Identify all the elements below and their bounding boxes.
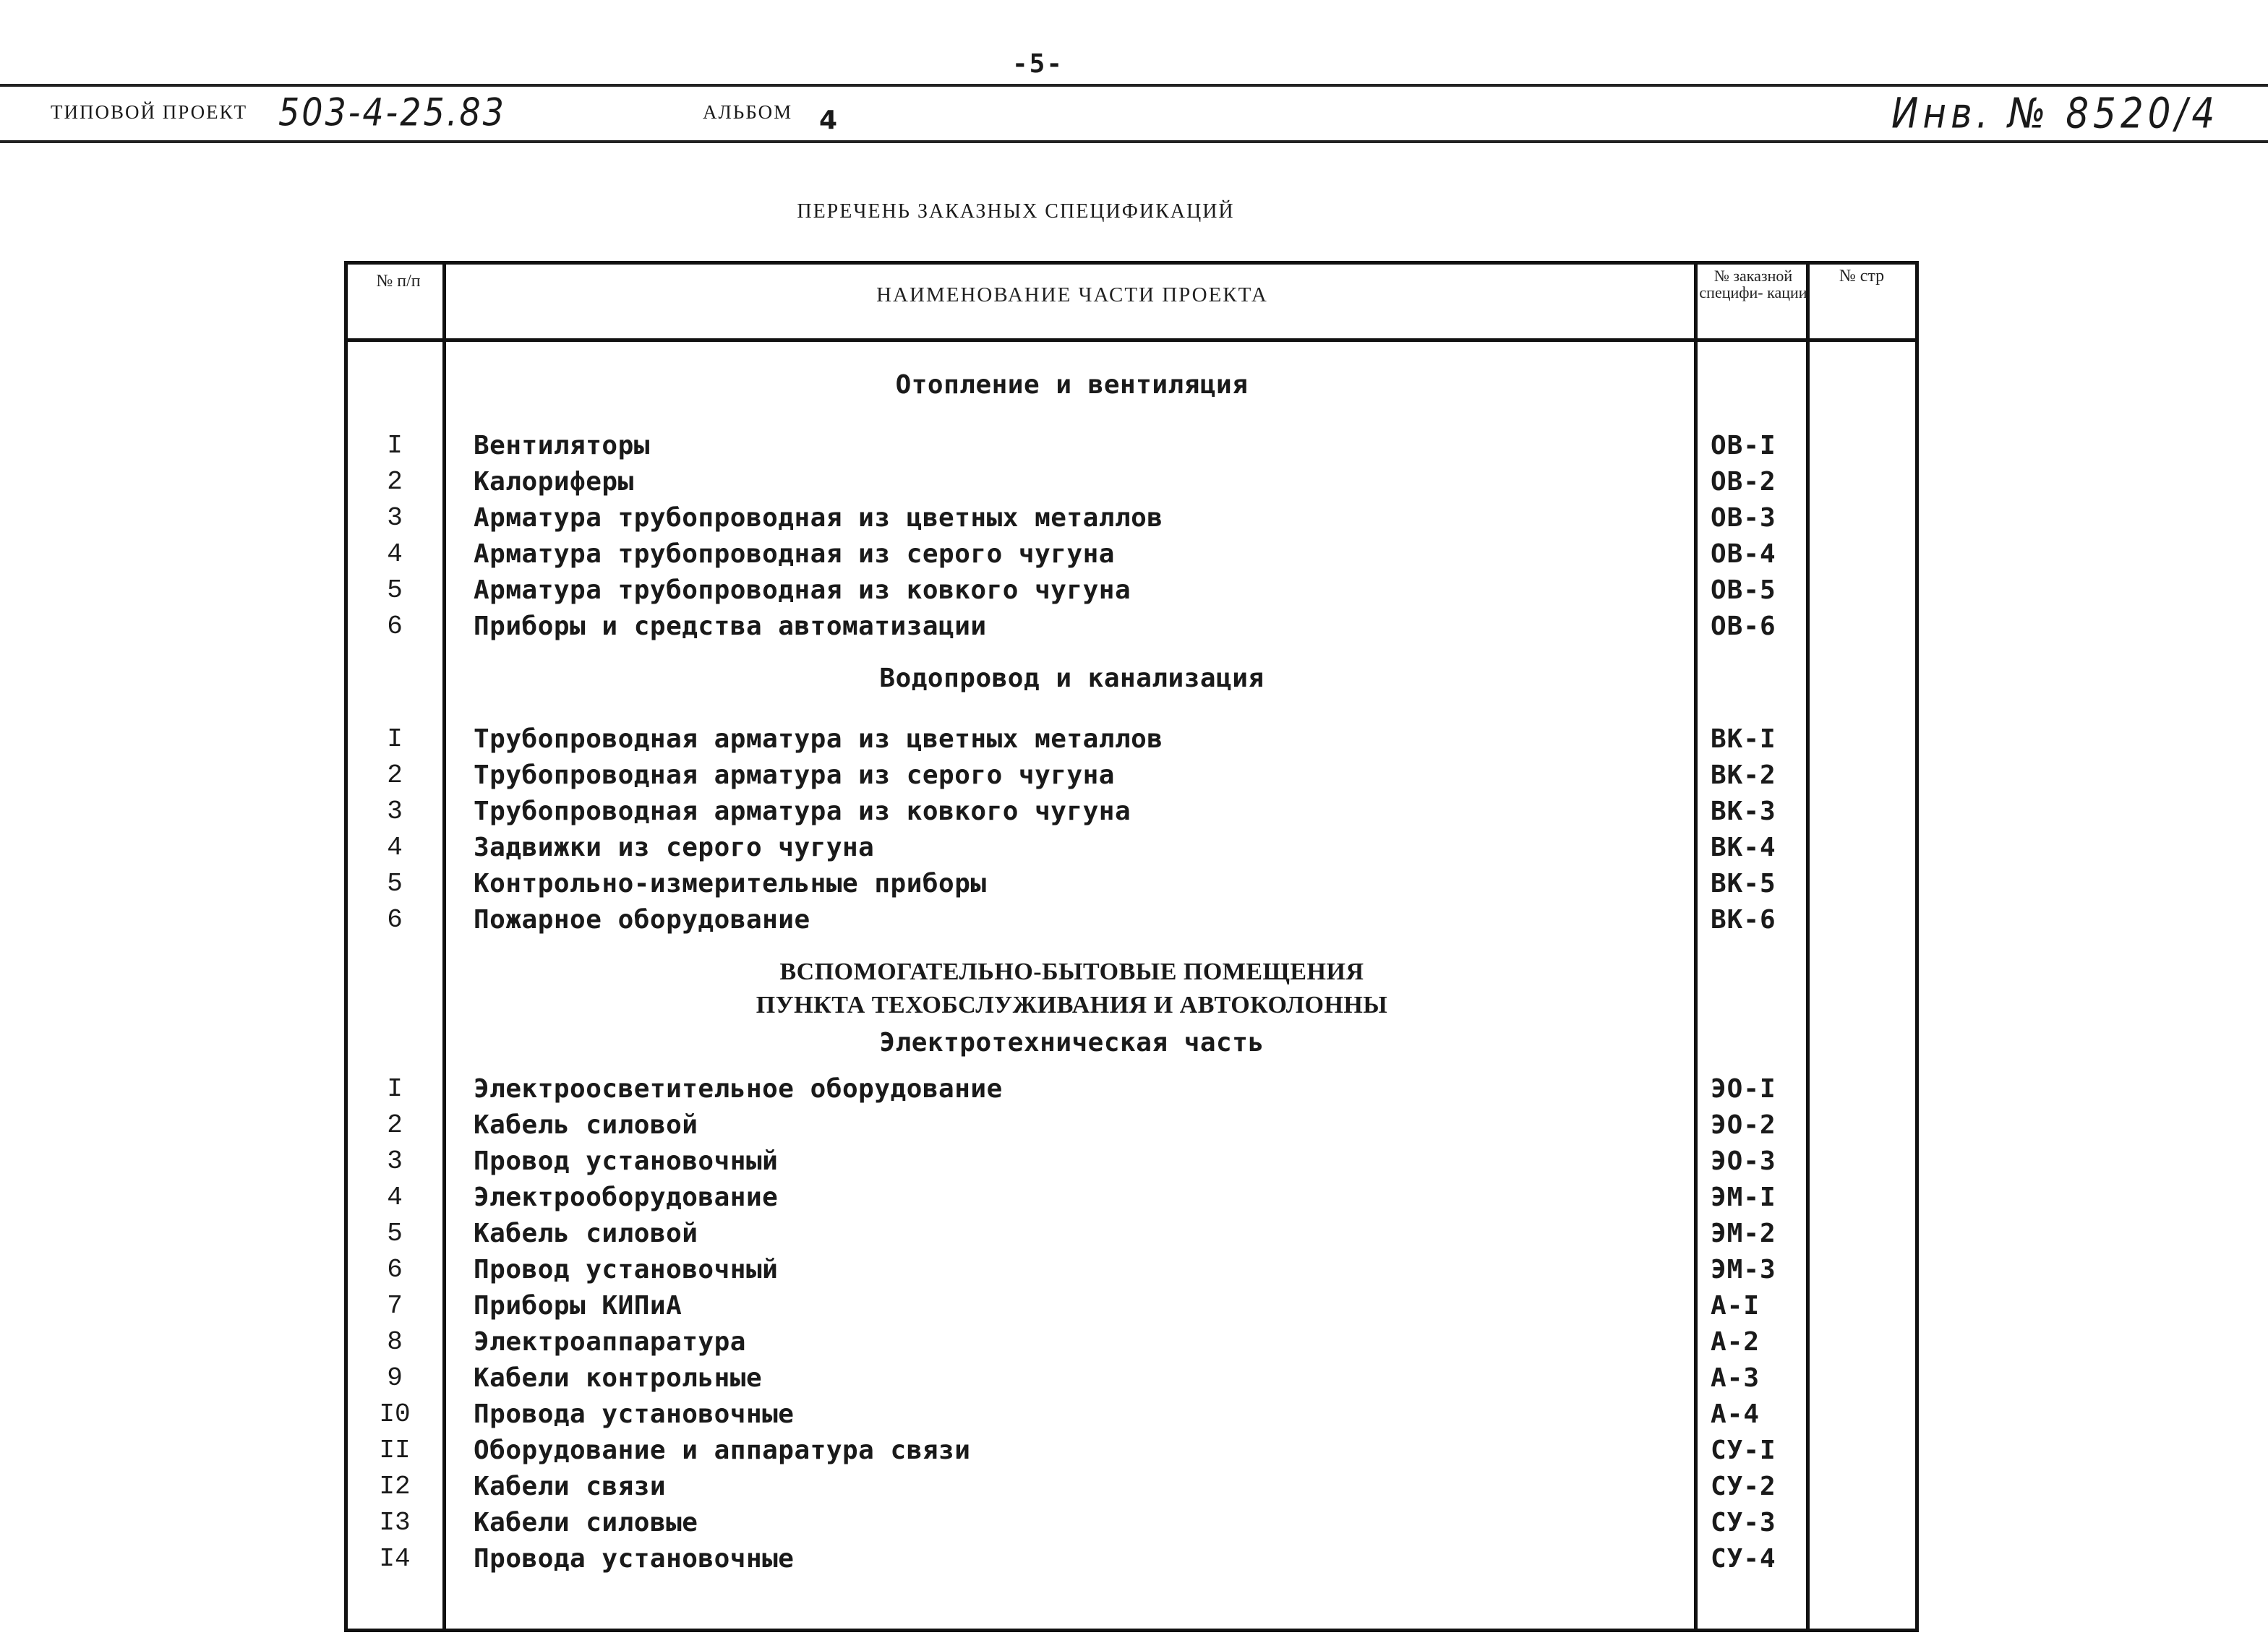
row-spec-code: ЭО-3 — [1711, 1146, 1776, 1176]
header-name: НАИМЕНОВАНИЕ ЧАСТИ ПРОЕКТА — [876, 283, 1268, 306]
section-heading: ВСПОМОГАТЕЛЬНО-БЫТОВЫЕ ПОМЕЩЕНИЯ — [779, 958, 1364, 985]
row-name: Арматура трубопроводная из серого чугуна — [474, 539, 1115, 569]
row-name: Электрооборудование — [474, 1183, 779, 1212]
row-number: 2 — [387, 1110, 403, 1140]
row-spec-code: А-I — [1711, 1291, 1760, 1321]
section-title: Отопление и вентиляция — [895, 370, 1249, 400]
row-spec-code: СУ-4 — [1711, 1544, 1776, 1574]
row-number: 5 — [387, 575, 403, 605]
col-divider-name — [1694, 261, 1698, 1632]
row-spec-code: ВК-2 — [1711, 760, 1776, 790]
row-number: 7 — [387, 1291, 403, 1321]
row-number: I2 — [379, 1472, 411, 1501]
row-spec-code: ВК-3 — [1711, 797, 1776, 826]
row-name: Арматура трубопроводная из цветных металлов — [474, 503, 1163, 533]
row-spec-code: ВК-5 — [1711, 869, 1776, 898]
album-number: 4 — [819, 106, 838, 135]
row-spec-code: А-4 — [1711, 1399, 1760, 1429]
album-label: АЛЬБОМ — [703, 101, 793, 123]
row-name: Провода установочные — [474, 1544, 795, 1574]
inventory-number: Инв. № 8520/4 — [1891, 89, 2220, 138]
row-spec-code: ЭМ-I — [1711, 1183, 1776, 1212]
row-spec-code: А-2 — [1711, 1327, 1760, 1357]
row-name: Контрольно-измерительные приборы — [474, 869, 987, 898]
row-name: Электроаппаратура — [474, 1327, 746, 1357]
row-spec-code: ВК-6 — [1711, 905, 1776, 935]
header-rule-top — [0, 84, 2268, 87]
row-spec-code: ОВ-2 — [1711, 467, 1776, 497]
section-title: Электротехническая часть — [879, 1028, 1264, 1058]
row-name: Задвижки из серого чугуна — [474, 833, 875, 862]
row-name: Провод установочный — [474, 1146, 779, 1176]
row-spec-code: ОВ-4 — [1711, 539, 1776, 569]
row-number: 2 — [387, 760, 403, 790]
row-spec-code: ОВ-5 — [1711, 575, 1776, 605]
row-name: Кабели контрольные — [474, 1363, 763, 1393]
row-number: 8 — [387, 1327, 403, 1357]
header-spec-number: № заказной специфи- кации — [1699, 267, 1807, 302]
row-number: 4 — [387, 833, 403, 862]
row-number: 6 — [387, 905, 403, 935]
row-name: Вентиляторы — [474, 431, 650, 460]
row-spec-code: ЭМ-2 — [1711, 1219, 1776, 1248]
page-number: -5- — [1012, 49, 1064, 79]
row-name: Провода установочные — [474, 1399, 795, 1429]
row-spec-code: ОВ-3 — [1711, 503, 1776, 533]
row-number: I — [387, 431, 403, 460]
row-number: 3 — [387, 797, 403, 826]
col-divider-number — [442, 261, 446, 1632]
row-spec-code: СУ-2 — [1711, 1472, 1776, 1501]
row-spec-code: СУ-I — [1711, 1436, 1776, 1465]
header-rule-bottom — [0, 140, 2268, 143]
row-number: 2 — [387, 467, 403, 497]
row-spec-code: ЭМ-3 — [1711, 1255, 1776, 1284]
row-number: II — [379, 1436, 411, 1465]
project-number: 503-4-25.83 — [278, 89, 506, 135]
row-number: 4 — [387, 539, 403, 569]
section-title: Водопровод и канализация — [879, 664, 1264, 693]
row-number: 4 — [387, 1183, 403, 1212]
row-name: Приборы КИПиА — [474, 1291, 682, 1321]
row-name: Провод установочный — [474, 1255, 779, 1284]
row-name: Калориферы — [474, 467, 634, 497]
row-number: 9 — [387, 1363, 403, 1393]
row-name: Электроосветительное оборудование — [474, 1074, 1003, 1104]
row-name: Оборудование и аппаратура связи — [474, 1436, 971, 1465]
header-number: № п/п — [376, 272, 421, 291]
row-spec-code: ЭО-2 — [1711, 1110, 1776, 1140]
col-divider-spec — [1806, 261, 1810, 1632]
row-name: Кабель силовой — [474, 1110, 698, 1140]
row-number: I — [387, 724, 403, 754]
row-spec-code: ВК-4 — [1711, 833, 1776, 862]
row-spec-code: ВК-I — [1711, 724, 1776, 754]
row-number: I — [387, 1074, 403, 1104]
row-number: I0 — [379, 1399, 411, 1429]
row-number: 5 — [387, 869, 403, 898]
header-page: № стр — [1839, 267, 1885, 286]
project-label: ТИПОВОЙ ПРОЕКТ — [51, 101, 248, 123]
row-name: Кабель силовой — [474, 1219, 698, 1248]
table-header-rule — [344, 338, 1919, 342]
row-name: Трубопроводная арматура из серого чугуна — [474, 760, 1115, 790]
row-name: Приборы и средства автоматизации — [474, 612, 987, 641]
row-number: I3 — [379, 1508, 411, 1537]
row-name: Кабели силовые — [474, 1508, 698, 1537]
row-number: I4 — [379, 1544, 411, 1574]
row-spec-code: СУ-3 — [1711, 1508, 1776, 1537]
row-name: Трубопроводная арматура из цветных металлов — [474, 724, 1163, 754]
row-name: Арматура трубопроводная из ковкого чугуна — [474, 575, 1131, 605]
row-number: 6 — [387, 612, 403, 641]
section-heading: ПУНКТА ТЕХОБСЛУЖИВАНИЯ И АВТОКОЛОННЫ — [756, 992, 1388, 1018]
row-number: 3 — [387, 503, 403, 533]
row-name: Трубопроводная арматура из ковкого чугуна — [474, 797, 1131, 826]
row-name: Пожарное оборудование — [474, 905, 810, 935]
row-spec-code: ЭО-I — [1711, 1074, 1776, 1104]
row-number: 6 — [387, 1255, 403, 1284]
row-spec-code: А-3 — [1711, 1363, 1760, 1393]
row-number: 5 — [387, 1219, 403, 1248]
row-number: 3 — [387, 1146, 403, 1176]
row-spec-code: ОВ-6 — [1711, 612, 1776, 641]
row-spec-code: ОВ-I — [1711, 431, 1776, 460]
document-title: ПЕРЕЧЕНЬ ЗАКАЗНЫХ СПЕЦИФИКАЦИЙ — [797, 200, 1235, 223]
row-name: Кабели связи — [474, 1472, 667, 1501]
